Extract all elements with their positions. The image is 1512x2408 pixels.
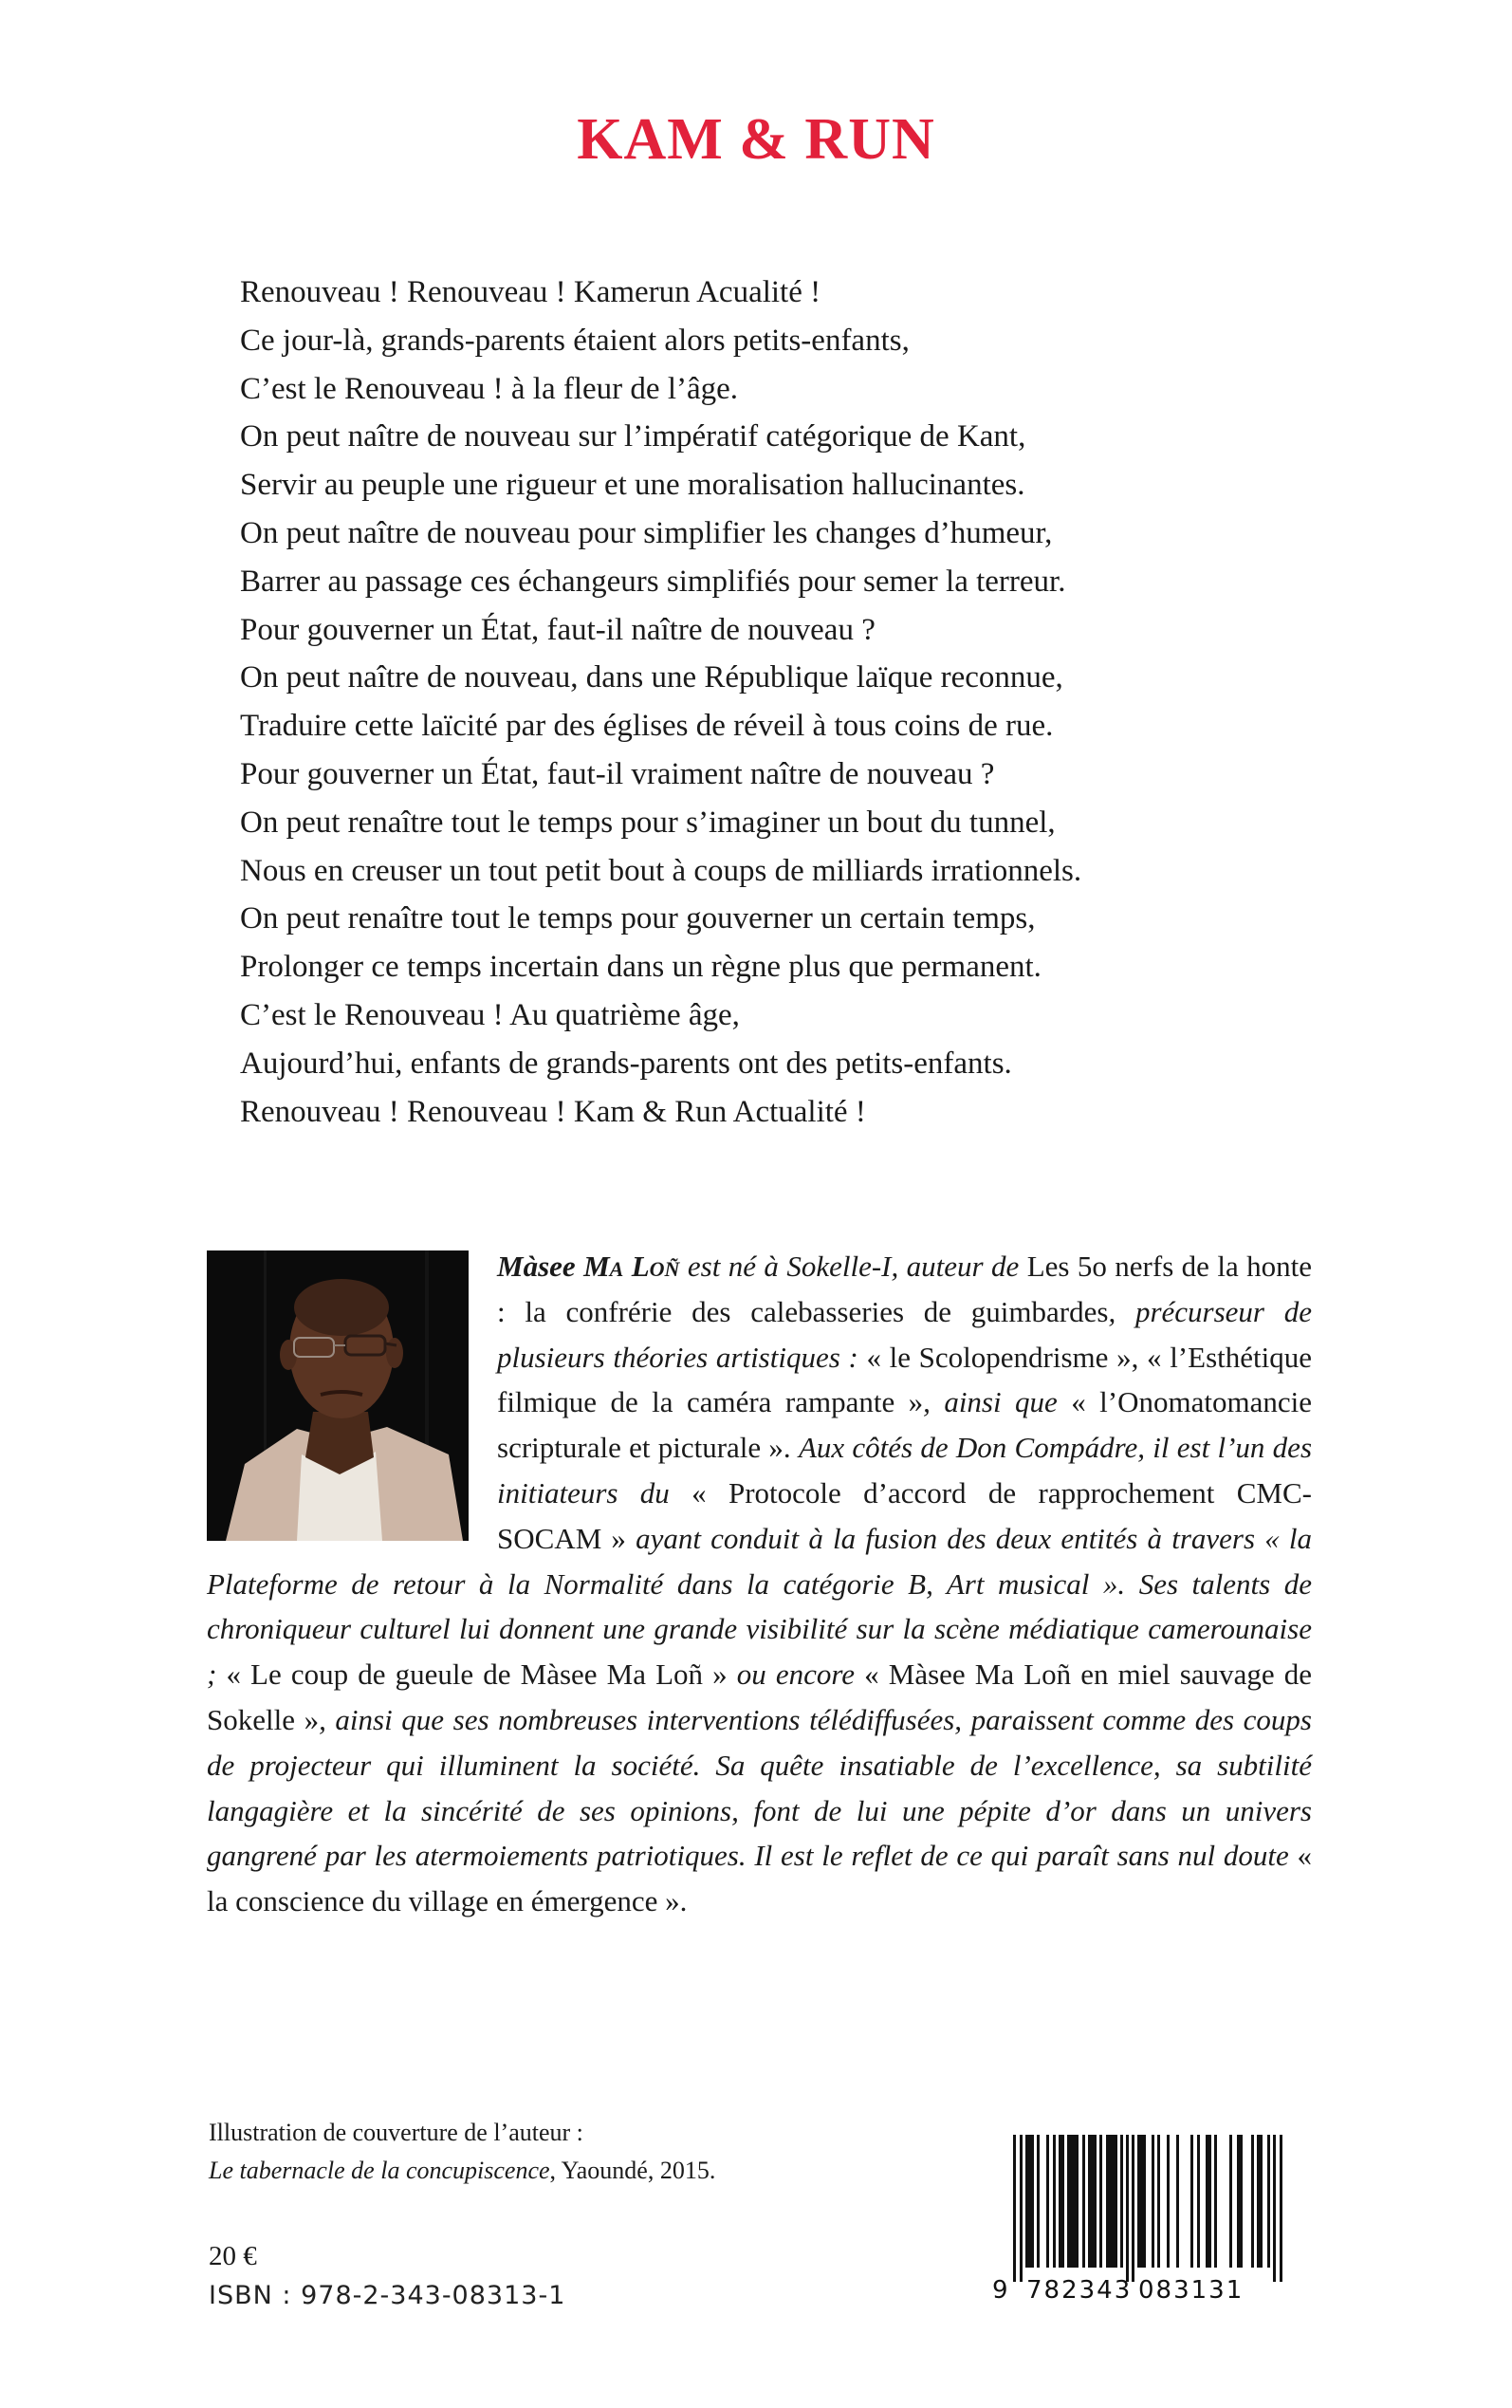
author-portrait-icon bbox=[207, 1250, 469, 1541]
poem-line: Servir au peuple une rigueur et une moralisation hallucinantes. bbox=[240, 468, 1025, 503]
cover-illustration-credit bbox=[209, 2114, 715, 2190]
book-title: KAM & RUN bbox=[577, 107, 935, 172]
bio-text: « Le coup de gueule de Màsee Ma Loñ » bbox=[226, 1658, 737, 1692]
poem-line: Renouveau ! Renouveau ! Kam & Run Actualité ! bbox=[240, 1094, 866, 1129]
poem-line: Ce jour-là, grands-parents étaient alors petits-enfants, bbox=[240, 323, 910, 358]
credit-artwork: Le tabernacle de la concupiscence, Yaoundé, 2015. bbox=[209, 2157, 716, 2184]
bio-text: ayant conduit à la fusion des deux entités à travers « la Plateforme de retour à la Normalité dans la catégorie B, Art musical ». Ses talents de chroniqueur culturel lui donnent une grande visibilité sur la scène médiatique camerounaise ; bbox=[207, 1521, 1312, 1692]
credit-line: Illustration de couverture de l’auteur : bbox=[209, 2119, 583, 2146]
poem-line: Pour gouverner un État, faut-il naître de nouveau ? bbox=[240, 612, 876, 647]
svg-text:083131: 083131 bbox=[1138, 2276, 1245, 2305]
isbn: ISBN : 978-2-343-08313-1 bbox=[209, 2281, 566, 2310]
poem-line: On peut naître de nouveau pour simplifier les changes d’humeur, bbox=[240, 515, 1053, 550]
bio-text: ou encore bbox=[736, 1658, 865, 1692]
poem-line: Pour gouverner un État, faut-il vraiment naître de nouveau ? bbox=[240, 756, 995, 791]
svg-text:782343: 782343 bbox=[1026, 2276, 1133, 2305]
bio-text: « la conscience du village en émergence ». bbox=[207, 1839, 1312, 1918]
poem-line: C’est le Renouveau ! à la fleur de l’âge. bbox=[240, 371, 739, 406]
poem-line: Aujourd’hui, enfants de grands-parents ont des petits-enfants. bbox=[240, 1046, 1012, 1081]
bio-text: Aux côtés de Don Compádre, il est l’un des initiateurs du bbox=[497, 1431, 1313, 1510]
bio-text: , ainsi que ses nombreuses interventions télédiffusées, paraissent comme des coups de projecteur qui illuminent la société. Sa quête insatiable de l’excellence, sa subtilité langagière et la sincérité de ses opinions, font de lui une pépite d’or dans un univers gangrené par les atermoiements patriotiques. Il est le reflet de ce qui paraît sans nul doute bbox=[207, 1702, 1312, 1873]
poem-line: Prolonger ce temps incertain dans un règne plus que permanent. bbox=[240, 950, 1042, 985]
poem-line: C’est le Renouveau ! Au quatrième âge, bbox=[240, 997, 740, 1032]
author-bio bbox=[207, 1244, 1312, 1924]
poem-line: Traduire cette laïcité par des églises de réveil à tous coins de rue. bbox=[240, 709, 1054, 744]
poem-line: On peut renaître tout le temps pour gouverner un certain temps, bbox=[240, 901, 1036, 936]
price: 20 € bbox=[209, 2241, 257, 2271]
author-photo bbox=[207, 1250, 469, 1541]
poem-line: Barrer au passage ces échangeurs simplifiés pour semer la terreur. bbox=[240, 564, 1066, 599]
poem-line: Nous en creuser un tout petit bout à coups de milliards irrationnels. bbox=[240, 853, 1082, 888]
bio-text: est né à Sokelle-I, auteur de bbox=[679, 1250, 1027, 1283]
poem bbox=[240, 269, 1378, 1136]
bio-text: « Protocole d’accord de rapprochement CMC-SOCAM » bbox=[497, 1475, 1312, 1555]
poem-line: On peut renaître tout le temps pour s’imaginer un bout du tunnel, bbox=[240, 805, 1056, 840]
poem-line: On peut naître de nouveau, dans une République laïque reconnue, bbox=[240, 660, 1063, 695]
author-name: Màsee Ma Loñ bbox=[497, 1250, 680, 1283]
bio-text: , ainsi que bbox=[923, 1385, 1072, 1419]
isbn-barcode-icon bbox=[986, 2135, 1309, 2325]
bio-text: « l’Onomatomancie scripturale et picturale ». bbox=[497, 1385, 1312, 1465]
bio-text: Les 5o nerfs de la honte : la confrérie des calebasseries de guimbardes bbox=[497, 1250, 1313, 1328]
bio-text: « le Scolopendrisme », « l’Esthétique filmique de la caméra rampante » bbox=[497, 1340, 1312, 1419]
poem-line: On peut naître de nouveau sur l’impératif catégorique de Kant, bbox=[240, 419, 1026, 454]
bio-text: « Màsee Ma Loñ en miel sauvage de Sokelle » bbox=[207, 1658, 1313, 1736]
svg-text:9: 9 bbox=[992, 2276, 1008, 2305]
bio-text: , précurseur de plusieurs théories artistiques : bbox=[497, 1294, 1313, 1374]
poem-line: Renouveau ! Renouveau ! Kamerun Acualité ! bbox=[240, 275, 821, 309]
